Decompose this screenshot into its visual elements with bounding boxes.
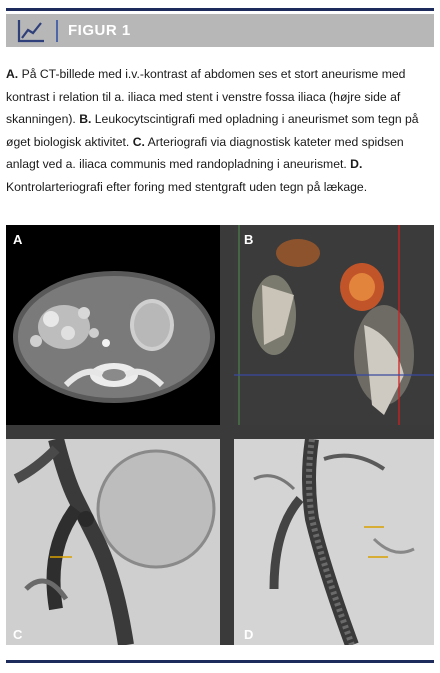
- panel-c-arteriography-image: [6, 439, 220, 645]
- figure-header: [6, 14, 434, 47]
- scintigraphy-illustration: [234, 225, 434, 425]
- panel-a-ct-image: [6, 225, 220, 425]
- image-panel-grid: [6, 225, 434, 645]
- figure-title: FIGUR 1: [68, 22, 131, 39]
- panel-label-d: D: [244, 627, 254, 642]
- caption-letter-a: A.: [6, 67, 19, 81]
- caption-text-a: På CT-billede med i.v.-kontrast af abdomen ses et stort aneurisme med kontrast i relation til a. iliaca med stent i venstre fossa iliaca (højre side af skanningen).: [6, 67, 406, 126]
- top-rule: [6, 8, 434, 11]
- caption-text-c: Arteriografi via diagnostisk kateter med spidsen anlagt ved a. iliaca communis med randopladning i aneurismet.: [6, 134, 404, 171]
- panel-label-b: B: [244, 232, 254, 247]
- panel-b-scintigraphy-image: [234, 225, 434, 425]
- line-chart-icon: [16, 18, 46, 44]
- caption-letter-d: D.: [350, 157, 363, 171]
- panel-d-control-arteriography-image: [234, 439, 434, 645]
- header-separator: [56, 20, 58, 42]
- caption-letter-c: C.: [132, 134, 145, 149]
- panel-label-c: C: [13, 627, 23, 642]
- panel-label-a: A: [13, 232, 23, 247]
- figure-caption: [6, 63, 434, 198]
- ct-scan-illustration: [6, 225, 220, 425]
- caption-text-d: Kontrolarteriografi efter foring med stentgraft uden tegn på lækage.: [6, 179, 368, 194]
- caption-text-b: Leukocytscintigrafi med opladning i aneurismet som tegn på øget biologisk aktivitet.: [6, 112, 419, 149]
- arteriography-illustration: [6, 439, 220, 645]
- caption-letter-b: B.: [79, 112, 92, 126]
- bottom-rule: [6, 660, 434, 663]
- control-arteriography-illustration: [234, 439, 434, 645]
